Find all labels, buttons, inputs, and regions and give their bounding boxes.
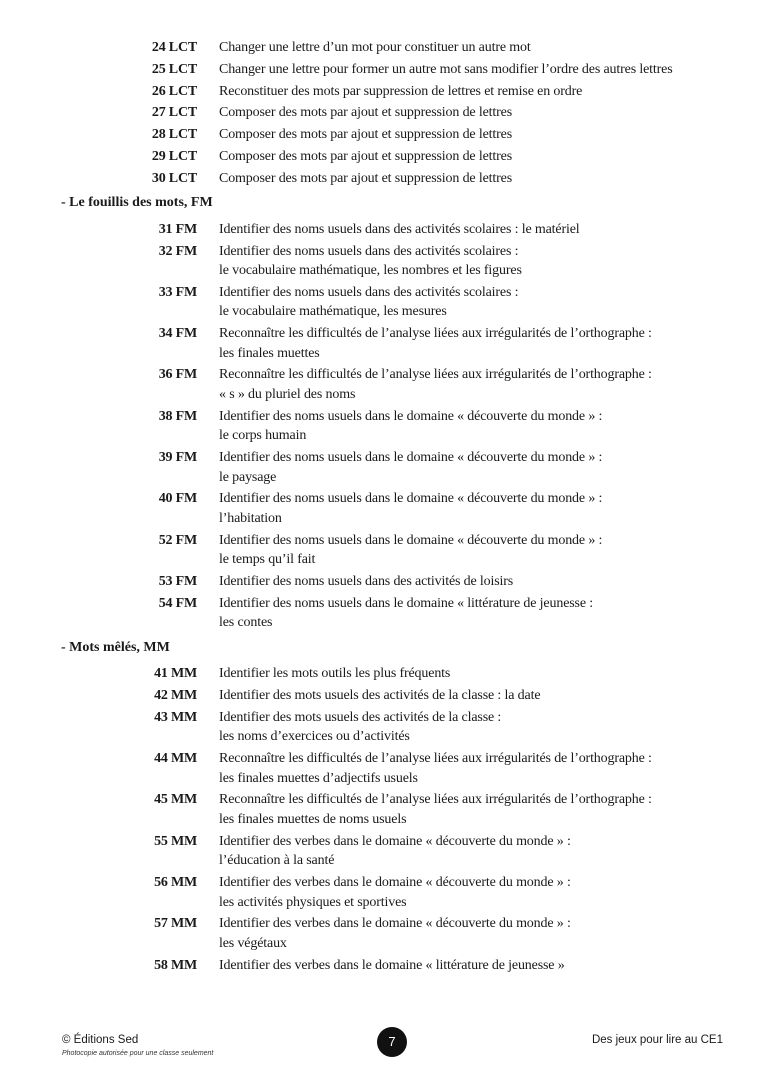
description-line: Changer une lettre d’un mot pour constituer un autre mot: [219, 40, 531, 55]
lct-list: [0, 38, 768, 188]
list-item: [0, 790, 768, 829]
description-line: Identifier des noms usuels dans le domaine « littérature de jeunesse :: [219, 595, 594, 611]
description-line: Reconnaître les difficultés de l’analyse liées aux irrégularités de l’orthographe :: [219, 792, 652, 808]
list-item: [0, 283, 768, 322]
list-item: [0, 407, 768, 446]
activity-description: [219, 594, 739, 633]
list-item: [0, 125, 768, 145]
description-line: le paysage: [219, 469, 277, 485]
list-item: [0, 82, 768, 102]
description-line: les finales muettes: [219, 345, 320, 361]
description-line: Identifier des verbes dans le domaine « découverte du monde » :: [219, 916, 571, 932]
description-line: l’habitation: [219, 510, 282, 526]
fm-list: [0, 220, 768, 633]
description-line: les noms d’exercices ou d’activités: [219, 729, 410, 745]
activity-code: 54 FM: [158, 595, 197, 611]
activity-code: 42 MM: [154, 688, 197, 704]
description-line: Reconstituer des mots par suppression de lettres et remise en ordre: [219, 83, 583, 99]
activity-description: [219, 38, 739, 58]
activity-description: [219, 873, 739, 912]
activity-code: 43 MM: [154, 709, 197, 725]
activity-code: 58 MM: [154, 957, 197, 973]
activity-code: 40 FM: [158, 491, 197, 507]
activity-code: 31 FM: [158, 221, 197, 237]
description-line: Reconnaître les difficultés de l’analyse liées aux irrégularités de l’orthographe :: [219, 367, 652, 383]
activity-code: 32 FM: [158, 243, 197, 259]
activity-description: [219, 82, 739, 102]
description-line: les végétaux: [219, 935, 287, 951]
description-line: Reconnaître les difficultés de l’analyse liées aux irrégularités de l’orthographe :: [219, 326, 652, 342]
description-line: le vocabulaire mathématique, les mesures: [219, 304, 447, 320]
section-title-mm: - Mots mêlés, MM: [61, 639, 170, 655]
description-line: les finales muettes de noms usuels: [219, 811, 407, 827]
activity-description: [219, 125, 739, 145]
description-line: Composer des mots par ajout et suppression de lettres: [219, 148, 512, 164]
description-line: le corps humain: [219, 428, 307, 444]
activity-description: [219, 242, 739, 281]
description-line: le vocabulaire mathématique, les nombres et les figures: [219, 263, 522, 279]
list-item: [0, 664, 768, 684]
publisher-credit: © Éditions Sed: [62, 1034, 139, 1046]
list-item: [0, 832, 768, 871]
page-number-badge: 7: [377, 1027, 407, 1057]
activity-description: [219, 832, 739, 871]
description-line: Identifier des mots usuels des activités de la classe : la date: [219, 688, 541, 704]
list-item: [0, 594, 768, 633]
activity-description: [219, 708, 739, 747]
activity-description: [219, 60, 739, 80]
description-line: Identifier des noms usuels dans le domaine « découverte du monde » :: [219, 532, 603, 548]
activity-description: [219, 103, 739, 123]
book-title: Des jeux pour lire au CE1: [591, 1034, 723, 1046]
activity-code: 33 FM: [158, 284, 197, 300]
description-line: Composer des mots par ajout et suppression de lettres: [219, 127, 512, 143]
list-item: [0, 572, 768, 592]
description-line: le temps qu’il fait: [219, 552, 316, 568]
activity-code: 53 FM: [158, 573, 197, 589]
description-line: Identifier des verbes dans le domaine « découverte du monde » :: [219, 875, 571, 891]
activity-code: 28 LCT: [151, 127, 197, 143]
activity-code: 30 LCT: [151, 170, 197, 186]
activity-description: [219, 664, 739, 684]
activity-code: 36 FM: [158, 367, 197, 383]
description-line: « s » du pluriel des noms: [219, 386, 356, 402]
description-line: Identifier des noms usuels dans le domaine « découverte du monde » :: [219, 491, 603, 507]
list-item: [0, 60, 768, 80]
description-line: Changer une lettre pour former un autre mot sans modifier l’ordre des autres lettres: [219, 61, 673, 77]
list-item: [0, 686, 768, 706]
description-line: Identifier des noms usuels dans des activités de loisirs: [219, 573, 514, 589]
activity-code: 56 MM: [154, 875, 197, 891]
list-item: [0, 489, 768, 528]
mm-list: [0, 664, 768, 975]
activity-code: 57 MM: [154, 916, 197, 932]
activity-code: 44 MM: [154, 751, 197, 767]
activity-code: 41 MM: [154, 666, 197, 682]
activity-code: 55 MM: [154, 833, 197, 849]
activity-description: [219, 790, 739, 829]
description-line: Identifier des noms usuels dans des activités scolaires :: [219, 243, 519, 259]
description-line: Identifier des noms usuels dans le domaine « découverte du monde » :: [219, 408, 603, 424]
list-item: [0, 956, 768, 976]
activity-code: 39 FM: [158, 450, 197, 466]
copy-note: Photocopie autorisée pour une classe seulement: [62, 1050, 214, 1057]
activity-description: [219, 169, 739, 189]
description-line: Composer des mots par ajout et suppression de lettres: [219, 170, 512, 186]
list-item: [0, 147, 768, 167]
activity-description: [219, 283, 739, 322]
description-line: Identifier les mots outils les plus fréquents: [219, 666, 451, 682]
activity-code: 38 FM: [158, 408, 197, 424]
list-item: [0, 914, 768, 953]
description-line: Identifier des mots usuels des activités de la classe :: [219, 709, 502, 725]
description-line: les activités physiques et sportives: [219, 894, 407, 910]
page-content: [0, 38, 768, 977]
list-item: [0, 365, 768, 404]
activity-description: [219, 147, 739, 167]
activity-description: [219, 324, 739, 363]
description-line: Identifier des verbes dans le domaine « littérature de jeunesse »: [219, 957, 565, 973]
activity-code: 29 LCT: [151, 148, 197, 164]
activity-description: [219, 365, 739, 404]
activity-code: 45 MM: [154, 792, 197, 808]
activity-description: [219, 686, 739, 706]
description-line: Composer des mots par ajout et suppression de lettres: [219, 105, 512, 121]
activity-description: [219, 407, 739, 446]
list-item: [0, 749, 768, 788]
activity-code: 24 LCT: [151, 40, 197, 55]
activity-code: 27 LCT: [151, 105, 197, 121]
activity-description: [219, 956, 739, 976]
activity-code: 34 FM: [158, 326, 197, 342]
activity-code: 26 LCT: [151, 83, 197, 99]
list-item: [0, 448, 768, 487]
list-item: [0, 220, 768, 240]
activity-description: [219, 531, 739, 570]
activity-description: [219, 749, 739, 788]
description-line: Identifier des noms usuels dans des activités scolaires :: [219, 284, 519, 300]
description-line: Identifier des noms usuels dans des activités scolaires : le matériel: [219, 221, 580, 237]
section-title-fm: - Le fouillis des mots, FM: [61, 195, 213, 211]
list-item: [0, 103, 768, 123]
activity-code: 25 LCT: [151, 61, 197, 77]
activity-description: [219, 914, 739, 953]
description-line: les contes: [219, 615, 273, 631]
description-line: Identifier des noms usuels dans le domaine « découverte du monde » :: [219, 450, 603, 466]
list-item: [0, 242, 768, 281]
activity-description: [219, 489, 739, 528]
activity-description: [219, 448, 739, 487]
page-footer: [0, 1026, 768, 1066]
activity-description: [219, 220, 739, 240]
description-line: Identifier des verbes dans le domaine « découverte du monde » :: [219, 833, 571, 849]
description-line: les finales muettes d’adjectifs usuels: [219, 770, 418, 786]
description-line: l’éducation à la santé: [219, 853, 335, 869]
activity-code: 52 FM: [158, 532, 197, 548]
list-item: [0, 531, 768, 570]
list-item: [0, 38, 768, 58]
activity-description: [219, 572, 739, 592]
list-item: [0, 169, 768, 189]
description-line: Reconnaître les difficultés de l’analyse liées aux irrégularités de l’orthographe :: [219, 751, 652, 767]
list-item: [0, 873, 768, 912]
list-item: [0, 324, 768, 363]
list-item: [0, 708, 768, 747]
